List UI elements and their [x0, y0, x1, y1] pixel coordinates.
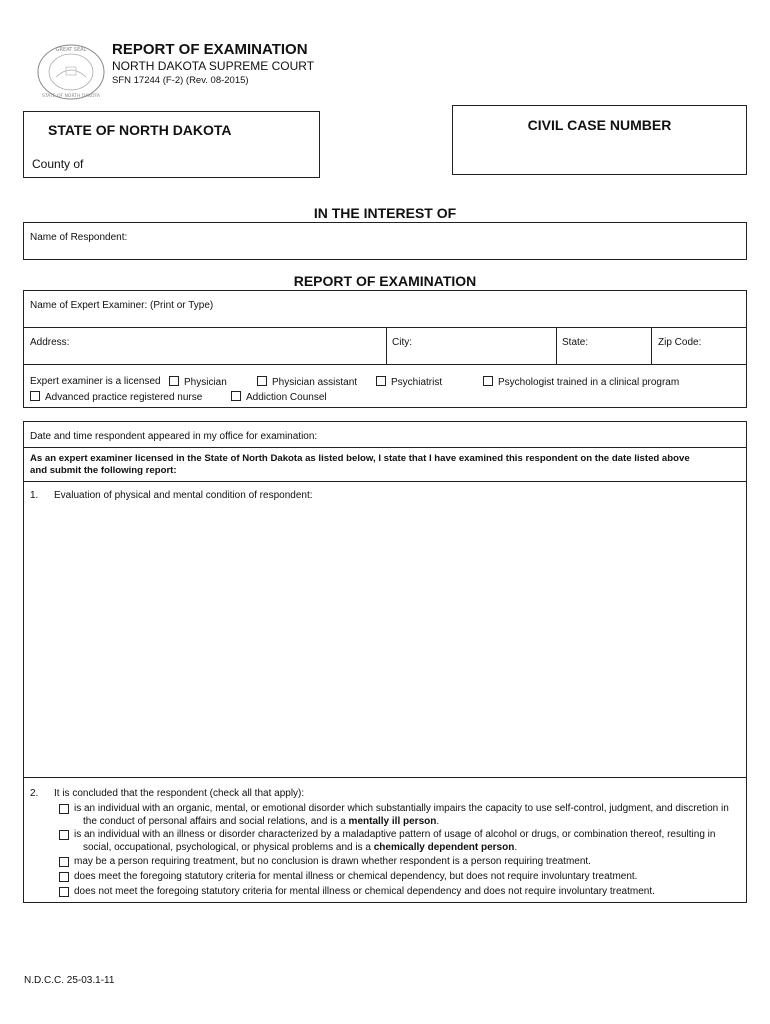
option-addiction-counsel[interactable]: Addiction Counsel [231, 391, 327, 403]
conclusion-requiring-treatment[interactable]: may be a person requiring treatment, but no conclusion is drawn whether respondent is a person requiring treatment. [74, 855, 734, 868]
state-box [23, 111, 320, 178]
checkbox[interactable] [59, 830, 69, 840]
checkbox[interactable] [30, 391, 40, 401]
conclusion-chemically-dependent[interactable]: is an individual with an illness or disorder characterized by a maladaptive pattern of usage of alcohol or drugs, or combination thereof, resulting in social, occupational, psychological, or physical problems and is a chemically dependent person. [74, 828, 734, 854]
item2-number: 2. [30, 788, 39, 799]
option-psychologist[interactable]: Psychologist trained in a clinical program [483, 376, 679, 388]
checkbox[interactable] [483, 376, 493, 386]
county-label[interactable]: County of [32, 157, 84, 171]
checkbox[interactable] [231, 391, 241, 401]
statement-line-1: As an expert examiner licensed in the State of North Dakota as listed below, I state that I have examined this respondent on the date listed above [30, 453, 690, 464]
statute-citation: N.D.C.C. 25-03.1-11 [24, 975, 115, 986]
item1-number: 1. [30, 490, 39, 501]
checkbox[interactable] [59, 887, 69, 897]
civil-case-title: CIVIL CASE NUMBER [527, 117, 672, 133]
respondent-field[interactable] [23, 222, 747, 260]
state-seal-image [36, 43, 106, 101]
respondent-label: Name of Respondent: [30, 232, 128, 243]
city-label[interactable]: City: [392, 337, 412, 348]
address-label[interactable]: Address: [30, 337, 70, 348]
examiner-name-label[interactable]: Name of Expert Examiner: (Print or Type) [30, 300, 214, 311]
conclusion-mentally-ill[interactable]: is an individual with an organic, mental, or emotional disorder which substantially impairs the capacity to use self-control, judgment, and discretion in the conduct of personal affairs and social relations, and is a mentally ill person. [74, 802, 734, 828]
seal-top-text: GREAT SEAL [55, 47, 87, 53]
conclusion-does-not-meet[interactable]: does not meet the foregoing statutory criteria for mental illness or chemical dependency and does not require involuntary treatment. [74, 885, 734, 898]
option-physician[interactable]: Physician [169, 376, 227, 388]
checkbox[interactable] [257, 376, 267, 386]
option-aprn[interactable]: Advanced practice registered nurse [30, 391, 202, 403]
zip-label[interactable]: Zip Code: [658, 337, 702, 348]
option-physician-assistant[interactable]: Physician assistant [257, 376, 357, 388]
statement-line-2: and submit the following report: [30, 465, 177, 476]
report-heading: REPORT OF EXAMINATION [293, 273, 477, 289]
checkbox[interactable] [59, 872, 69, 882]
checkbox[interactable] [376, 376, 386, 386]
state-title: STATE OF NORTH DAKOTA [48, 122, 232, 138]
licensed-label: Expert examiner is a licensed [30, 376, 161, 387]
checkbox[interactable] [59, 857, 69, 867]
datetime-label[interactable]: Date and time respondent appeared in my office for examination: [30, 431, 318, 442]
examiner-section [23, 290, 747, 408]
form-title: REPORT OF EXAMINATION [112, 41, 308, 58]
form-id: SFN 17244 (F-2) (Rev. 08-2015) [112, 75, 249, 86]
option-psychiatrist[interactable]: Psychiatrist [376, 376, 442, 388]
item1-label[interactable]: Evaluation of physical and mental condition of respondent: [54, 490, 313, 501]
civil-case-box[interactable] [452, 105, 747, 175]
checkbox[interactable] [169, 376, 179, 386]
item2-label: It is concluded that the respondent (check all that apply): [54, 788, 305, 799]
state-label[interactable]: State: [562, 337, 589, 348]
chemically-dependent-term: chemically dependent person [373, 842, 515, 853]
seal-bottom-text: STATE OF NORTH DAKOTA [41, 94, 101, 99]
conclusion-meets-criteria[interactable]: does meet the foregoing statutory criteria for mental illness or chemical dependency, but does not require involuntary treatment. [74, 870, 734, 883]
mentally-ill-term: mentally ill person [348, 816, 437, 827]
checkbox[interactable] [59, 804, 69, 814]
court-name: NORTH DAKOTA SUPREME COURT [112, 59, 315, 73]
interest-heading: IN THE INTEREST OF [313, 205, 457, 221]
